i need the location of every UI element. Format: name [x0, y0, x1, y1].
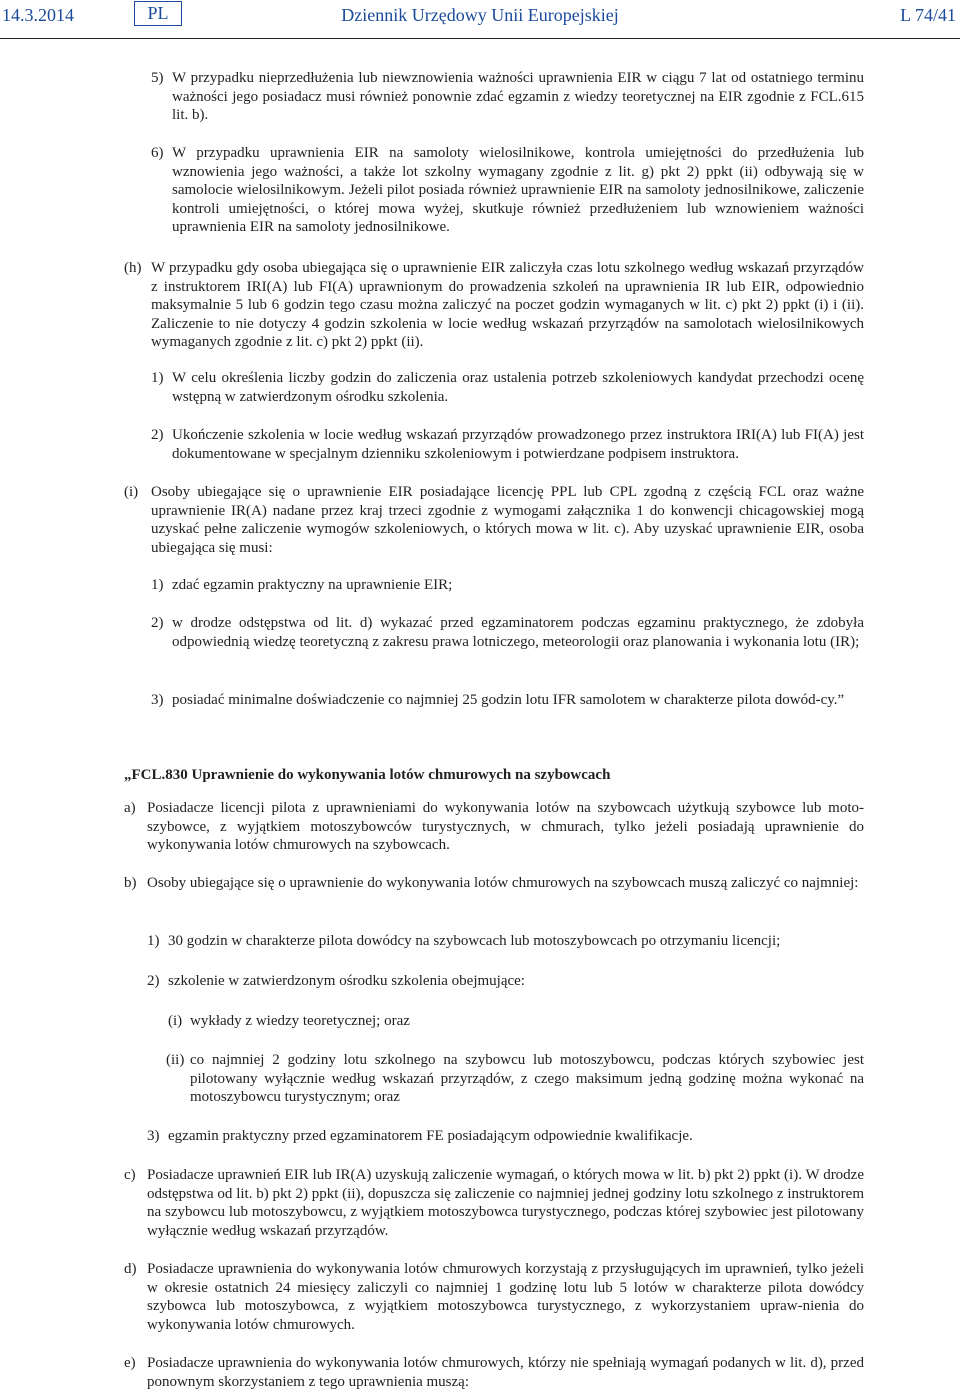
item-label: a): [124, 800, 136, 816]
paragraph-i-2: w drodze odstępstwa od lit. d) wykazać przed egzaminatorem podczas egzaminu praktycznego, że zdobyła odpowiednią wiedzę teoretyczną z zakresu prawa lotniczego, meteorologii oraz planowania i wykonania lotu (IR);: [172, 615, 864, 650]
item-label: d): [124, 1261, 137, 1277]
item-label: 3): [147, 1128, 160, 1144]
paragraph-a: Posiadacze licencji pilota z uprawnieniami do wykonywania lotów na szybowcach użytkują szybowce lub moto-szybowce, z wyjątkiem motoszybowców turystycznych, w chmurach, tylko jeżeli posiadają uprawnienie do wykonywania lotów chmurowych na szybowcach.: [147, 800, 864, 853]
paragraph-b-1: 30 godzin w charakterze pilota dowódcy na szybowcach lub motoszybowcach po otrzymaniu licencji;: [168, 933, 781, 949]
section-heading: „FCL.830 Uprawnienie do wykonywania lotów chmurowych na szybowcach: [124, 767, 611, 783]
paragraph-b-2: szkolenie w zatwierdzonym ośrodku szkolenia obejmujące:: [168, 973, 525, 989]
page-header: [0, 0, 960, 39]
item-label: (ii): [166, 1052, 185, 1068]
paragraph-b-3: egzamin praktyczny przed egzaminatorem FE posiadającym odpowiednie kwalifikacje.: [168, 1128, 693, 1144]
paragraph-b-2-ii: co najmniej 2 godziny lotu szkolnego na szybowcu lub motoszybowcu, podczas których szybowiec jest pilotowany wyłącznie według wskazań przyrządów, z czego maksimum jedną godzinę można wykonać na motoszybowcu turystycznym; oraz: [190, 1052, 864, 1105]
item-label: 3): [151, 692, 164, 708]
item-label: 2): [151, 615, 164, 631]
paragraph-i-3: posiadać minimalne doświadczenie co najmniej 25 godzin lotu IFR samolotem w charakterze pilota dowód-cy.”: [172, 692, 845, 708]
item-label: b): [124, 875, 137, 891]
paragraph-6: W przypadku uprawnienia EIR na samoloty wielosilnikowe, kontrola umiejętności do przedłużenia lub wznowienia jego ważności, a także lot szkolny wymagany zgodnie z lit. g) pkt 2) ppkt (ii) odbywają się w samolocie wielosilnikowym. Jeżeli pilot posiada również uprawnienie EIR na samoloty jednosilnikowe, zaliczenie kontroli umiejętności, o której mowa wyżej, skutkuje również przedłużeniem lub wznowieniem ważności uprawnienia EIR na samoloty jednosilnikowe.: [172, 145, 864, 235]
paragraph-h: W przypadku gdy osoba ubiegająca się o uprawnienie EIR zaliczyła czas lotu szkolnego według wskazań przyrządów z instruktorem IRI(A) lub FI(A) uprawnionym do prowadzenia szkoleń na uprawnienia IR lub EIR, odpowiednio maksymalnie 5 lub 6 godzin tego czasu można zaliczyć na poczet godzin wymaganych w lit. c) pkt 2) ppkt (i) i (ii). Zaliczenie to nie dotyczy 4 godzin szkolenia w locie według wskazań przyrządów na samolotach wielosilnikowych wymaganych zgodnie z lit. c) pkt 2) ppkt (ii).: [151, 260, 864, 350]
paragraph-d: Posiadacze uprawnienia do wykonywania lotów chmurowych korzystają z przysługujących im uprawnień, tylko jeżeli w okresie ostatnich 24 miesięcy zaliczyli co najmniej 1 godzinę lotu lub 5 lotów w charakterze pilota dowódcy szybowca lub motoszybowca, z wyjątkiem motoszybowca turystycznego, z wykorzystaniem upraw-nienia do wykonywania lotów chmurowych.: [147, 1261, 864, 1333]
paragraph-h-2: Ukończenie szkolenia w locie według wskazań przyrządów prowadzonego przez instruktora IRI(A) lub FI(A) jest dokumentowane w specjalnym dzienniku szkoleniowym i potwierdzane podpisem instruktora.: [172, 427, 864, 462]
item-label: 1): [151, 577, 164, 593]
item-label: 1): [151, 370, 164, 386]
paragraph-b: Osoby ubiegające się o uprawnienie do wykonywania lotów chmurowych na szybowcach muszą zaliczyć co najmniej:: [147, 875, 859, 891]
item-label: 2): [151, 427, 164, 443]
item-label: 5): [151, 70, 164, 86]
paragraph-i-1: zdać egzamin praktyczny na uprawnienie EIR;: [172, 577, 453, 593]
header-date: 14.3.2014: [2, 5, 74, 25]
item-label: 6): [151, 145, 164, 161]
paragraph-b-2-i: wykłady z wiedzy teoretycznej; oraz: [190, 1013, 410, 1029]
paragraph-c: Posiadacze uprawnień EIR lub IR(A) uzyskują zaliczenie wymagań, o których mowa w lit. b) pkt 2) ppkt (i). W drodze odstępstwa od lit. b) pkt 2) ppkt (ii), dopuszcza się zaliczenie co najmniej jednej godziny lotu szkolnego z instruktorem na szybowcu lub motoszybowcu, z wyjątkiem motoszybowca turystycznego, podczas której szybowiec jest pilotowany wyłącznie według wskazań przyrządów.: [147, 1167, 864, 1239]
item-label: (i): [168, 1013, 183, 1029]
item-label: e): [124, 1355, 136, 1371]
paragraph-5: W przypadku nieprzedłużenia lub niewznowienia ważności uprawnienia EIR w ciągu 7 lat od ostatniego terminu ważności jego posiadacz musi również ponownie zdać egzamin z wiedzy teoretycznej na EIR zgodnie z FCL.615 lit. b).: [172, 70, 864, 123]
paragraph-h-1: W celu określenia liczby godzin do zaliczenia oraz ustalenia potrzeb szkoleniowych kandydat przechodzi ocenę wstępną w zatwierdzonym ośrodku szkolenia.: [172, 370, 864, 405]
page-reference: L 74/41: [900, 5, 956, 25]
item-label: (i): [124, 484, 139, 500]
item-label: 1): [147, 933, 160, 949]
item-label: c): [124, 1167, 136, 1183]
journal-title: Dziennik Urzędowy Unii Europejskiej: [341, 5, 619, 25]
item-label: (h): [124, 260, 142, 276]
item-label: 2): [147, 973, 160, 989]
paragraph-i: Osoby ubiegające się o uprawnienie EIR posiadające licencję PPL lub CPL zgodną z częścią FCL oraz ważne uprawnienie IR(A) nadane przez kraj trzeci zgodnie z wymogami załącznika 1 do konwencji chicagowskiej mogą uzyskać pełne zaliczenie wymogów szkoleniowych, o których mowa w lit. c). Aby uzyskać uprawnienie EIR, osoba ubiegająca się musi:: [151, 484, 864, 556]
paragraph-e: Posiadacze uprawnienia do wykonywania lotów chmurowych, którzy nie spełniają wymagań podanych w lit. d), przed ponownym skorzystaniem z tego uprawnienia muszą:: [147, 1355, 864, 1390]
language-badge: PL: [134, 1, 182, 26]
